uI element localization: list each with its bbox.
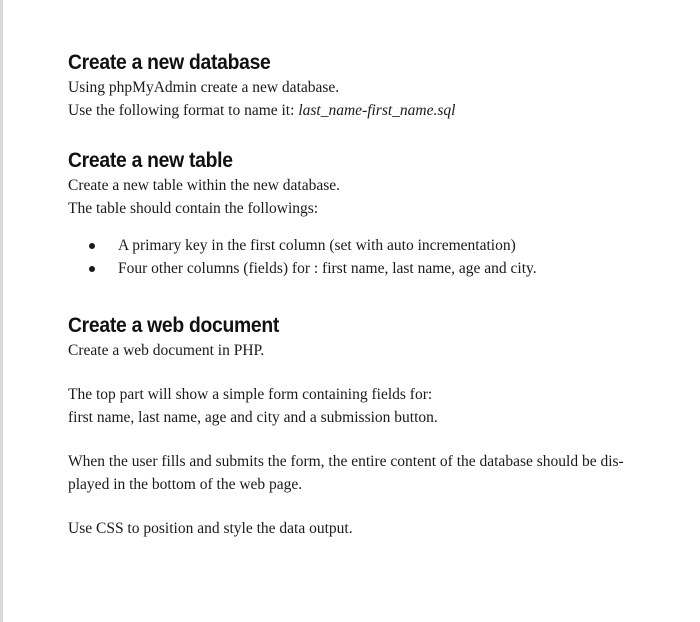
filename-format: last_name-first_name.sql: [298, 102, 456, 119]
paragraph-line: The table should contain the followings:: [68, 200, 319, 217]
section-heading: Create a new table: [68, 149, 233, 172]
section-create-web-document: [68, 313, 683, 540]
spacer: [68, 496, 683, 517]
requirements-list: [68, 234, 683, 280]
list-item: [68, 234, 683, 257]
list-item-text: Four other columns (fields) for : first name, last name, age and city.: [118, 260, 537, 277]
paragraph-line: When the user fills and submits the form, the entire content of the database should be dis-: [68, 453, 624, 470]
page-edge-rule: [0, 0, 3, 622]
paragraph-line: Use CSS to position and style the data output.: [68, 520, 353, 537]
spacer: [68, 429, 683, 450]
paragraph-line: played in the bottom of the web page.: [68, 476, 303, 493]
bullet-icon: [89, 243, 95, 249]
section-heading: Create a new database: [68, 51, 271, 74]
list-item: [68, 257, 683, 280]
paragraph-line: Create a new table within the new database.: [68, 177, 340, 194]
document-body: [68, 50, 683, 552]
paragraph-line: first name, last name, age and city and a submission button.: [68, 409, 438, 426]
paragraph-line: Create a web document in PHP.: [68, 342, 265, 359]
paragraph-line: [68, 99, 683, 122]
spacer: [68, 362, 683, 383]
section-create-table: [68, 148, 683, 301]
section-create-database: [68, 50, 683, 136]
bullet-icon: [89, 266, 95, 272]
paragraph-line: Using phpMyAdmin create a new database.: [68, 79, 340, 96]
paragraph-line: The top part will show a simple form containing fields for:: [68, 386, 433, 403]
section-heading: Create a web document: [68, 314, 280, 337]
list-item-text: A primary key in the first column (set with auto incrementation): [118, 237, 516, 254]
format-label: Use the following format to name it:: [68, 102, 299, 119]
